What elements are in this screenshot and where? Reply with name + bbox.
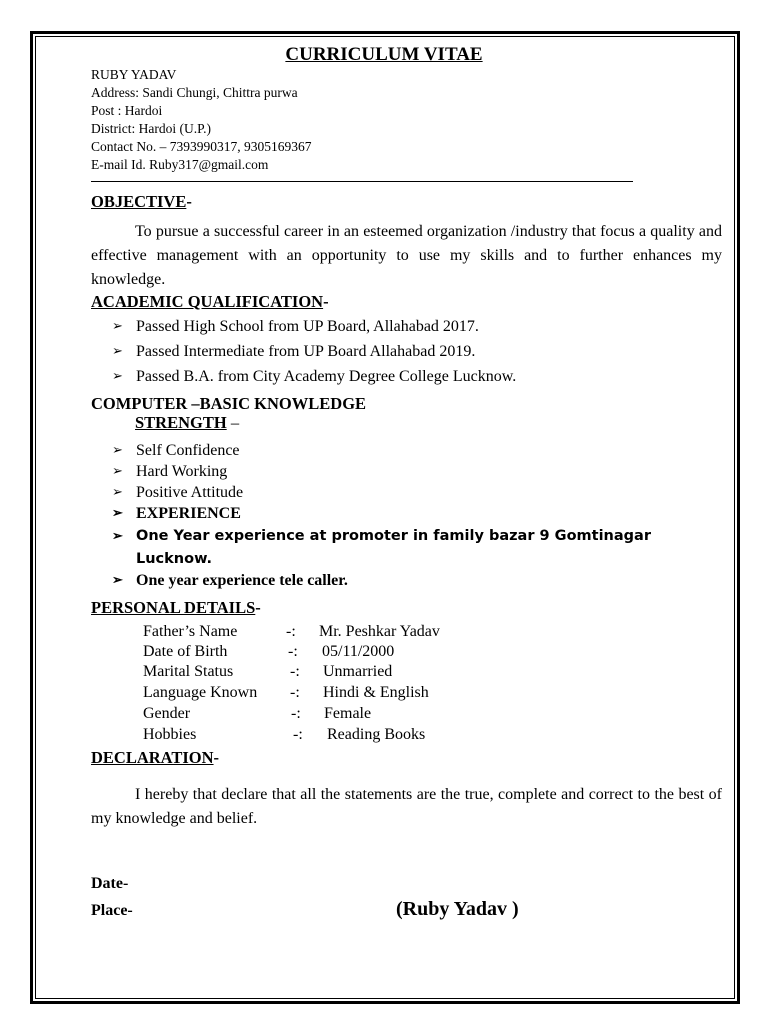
- personal-separator: -:: [288, 643, 298, 660]
- strength-heading: STRENGTH –: [135, 413, 240, 432]
- declaration-heading: DECLARATION-: [91, 748, 220, 767]
- personal-label: Date of Birth: [143, 643, 228, 660]
- personal-value: Hindi & English: [323, 684, 429, 701]
- bullet-arrow-icon: ➢: [112, 505, 123, 520]
- personal-separator: -:: [290, 684, 300, 701]
- contact-name: RUBY YADAV: [91, 67, 177, 82]
- personal-label: Gender: [143, 705, 191, 722]
- bullet-arrow-icon: ➢: [112, 463, 123, 478]
- personal-label: Language Known: [143, 684, 258, 701]
- personal-label: Marital Status: [143, 663, 234, 680]
- personal-value: Unmarried: [323, 663, 393, 680]
- document-title: CURRICULUM VITAE: [285, 44, 483, 65]
- personal-value: Mr. Peshkar Yadav: [319, 623, 440, 640]
- place-label: Place-: [91, 902, 133, 919]
- header-divider: [91, 181, 633, 182]
- personal-label: Father’s Name: [143, 623, 238, 640]
- experience-item-continuation: Lucknow.: [136, 551, 213, 567]
- computer-heading: COMPUTER –BASIC KNOWLEDGE: [91, 394, 367, 413]
- bullet-arrow-icon: ➢: [112, 343, 123, 358]
- personal-value: Reading Books: [327, 726, 426, 743]
- bullet-arrow-icon: ➢: [112, 368, 123, 383]
- bullet-arrow-icon: ➢: [112, 484, 123, 499]
- personal-separator: -:: [291, 705, 301, 722]
- bullet-arrow-icon: ➢: [112, 572, 123, 587]
- personal-separator: -:: [286, 623, 296, 640]
- contact-email: E-mail Id. Ruby317@gmail.com: [91, 157, 269, 172]
- bullet-arrow-icon: ➢: [112, 528, 123, 543]
- objective-text: To pursue a successful career in an esteemed organization /industry that focus a quality and effective management with an opportunity to use my skills and to further enhances my knowledge.: [91, 223, 722, 288]
- personal-separator: -:: [293, 726, 303, 743]
- personal-value: 05/11/2000: [322, 643, 395, 660]
- signature-name: (Ruby Yadav ): [396, 898, 519, 920]
- personal-heading: PERSONAL DETAILS-: [91, 598, 261, 617]
- contact-address: Address: Sandi Chungi, Chittra purwa: [91, 85, 298, 100]
- contact-district: District: Hardoi (U.P.): [91, 121, 211, 136]
- bullet-arrow-icon: ➢: [112, 318, 123, 333]
- declaration-text: I hereby that declare that all the statements are the true, complete and correct to the best of my knowledge and belief.: [91, 786, 722, 827]
- bullet-arrow-icon: ➢: [112, 442, 123, 457]
- contact-phone: Contact No. – 7393990317, 9305169367: [91, 139, 312, 154]
- academic-heading: ACADEMIC QUALIFICATION-: [91, 292, 329, 311]
- personal-value: Female: [324, 705, 372, 722]
- date-label: Date-: [91, 875, 129, 892]
- contact-post: Post : Hardoi: [91, 103, 163, 118]
- objective-heading: OBJECTIVE-: [91, 192, 192, 211]
- personal-label: Hobbies: [143, 726, 197, 743]
- personal-separator: -:: [290, 663, 300, 680]
